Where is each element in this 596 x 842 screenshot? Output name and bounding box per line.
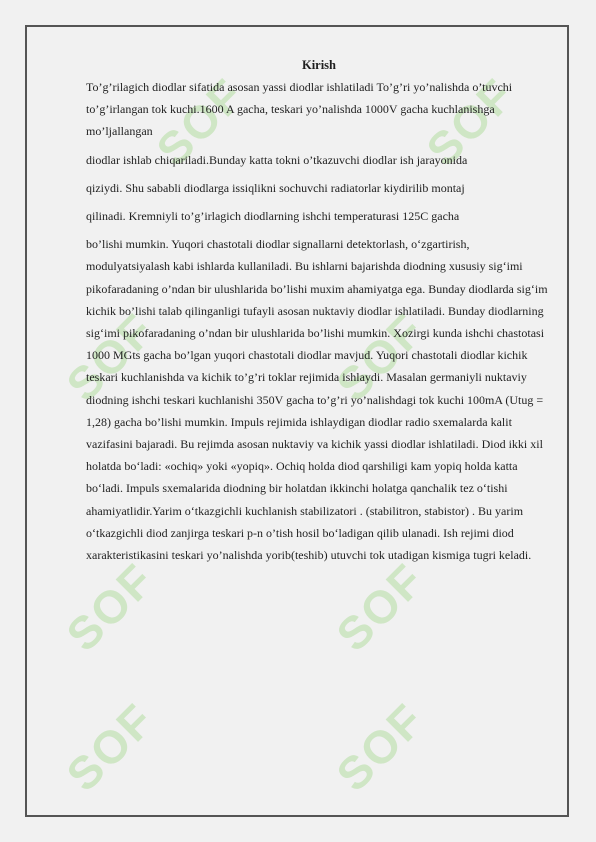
paragraph: diodlar ishlab chiqariladi.Bunday katta tokni o’tkazuvchi diodlar ish jarayonida	[86, 152, 468, 167]
watermark: SOF	[416, 68, 525, 176]
paragraph: qiziydi. Shu sababli diodlarga issiqlikni sochuvchi radiatorlar kiydirilib montaj	[86, 180, 465, 195]
watermark: SOF	[326, 303, 435, 411]
paragraph: To’g’rilagich diodlar sifatida asosan yassi diodlar ishlatiladi To’g’ri yo’nalishda o’tuvchi to’g’irlangan tok kuchi.1600 A gacha, teskari yo’nalishda 1000V gacha kuchlanishga mo’ljallangan	[86, 80, 513, 139]
document-title: Kirish	[301, 58, 337, 72]
watermark: SOF	[146, 68, 255, 176]
paragraph: qilinadi. Kremniyli to’g’irlagich diodlarning ishchi temperaturasi 125C gacha	[86, 209, 460, 224]
watermark: SOF	[326, 693, 435, 801]
paragraph: bo’lishi mumkin. Yuqori chastotali diodlar signallarni detektorlash, o‘zgartirish, modulyatsiyalash kabi ishlarda kullaniladi. Bu ishlarni bajarishda diodning xususiy sig‘imi pikofaradaning o’ndan bir ulushlarida bo’lishi muxim ahamiyatga ega. Bunday diodlarda sig‘im kichik bo’lishi talab qilinganligi tufayli asosan nuktaviy diodlar ishlatiladi. Bunday diodlarning sig‘imi pikofaradaning o’ndan bir ulushlarida bo’lishi mumkin. Xozirgi kunda ishchi chastotasi 1000 MGts gacha bo’lgan yuqori chastotali diodlar mavjud. Yuqori chastotali diodlar kichik teskari kuchlanishda va kichik to’g’ri toklar rejimida ishlaydi. Masalan germaniyli nuktaviy diodning ishchi teskari kuchlanishi 350V gacha to’g’ri yo’nalishdagi tok kuchi 100mA (Utug = 1,28) gacha bo’lishi mumkin. Impuls rejimida ishlaydigan diodlar radio sxemalarda kalit vazifasini bajaradi. Bu rejimda asosan nuktaviy va kichik yassi diodlar ishlatiladi. Diod ikki xil holatda bo‘ladi: «ochiq» yoki «yopiq». Ochiq holda diod qarshiligi kam yopiq holda katta bo‘ladi. Impuls sxemalarida diodning bir holatdan ikkinchi holatga qanchalik tez o‘tishi ahamiyatlidir.Yarim o‘tkazgichli kuchlanish stabilizatori . (stabilitron, stabistor) . Bu yarim o‘tkazgichli diod zanjirga teskari p-n o’tish hosil bo‘ladigan qilib ulanadi. Ish rejimi diod xarakteristikasini teskari yo’nalishda yorib(teshib) utuvchi tok utadigan kismiga tugri keladi.	[86, 237, 548, 563]
watermark: SOF	[326, 553, 435, 661]
watermark: SOF	[56, 553, 165, 661]
watermark: SOF	[56, 693, 165, 801]
watermark: SOF	[56, 303, 165, 411]
document-body	[86, 55, 552, 566]
